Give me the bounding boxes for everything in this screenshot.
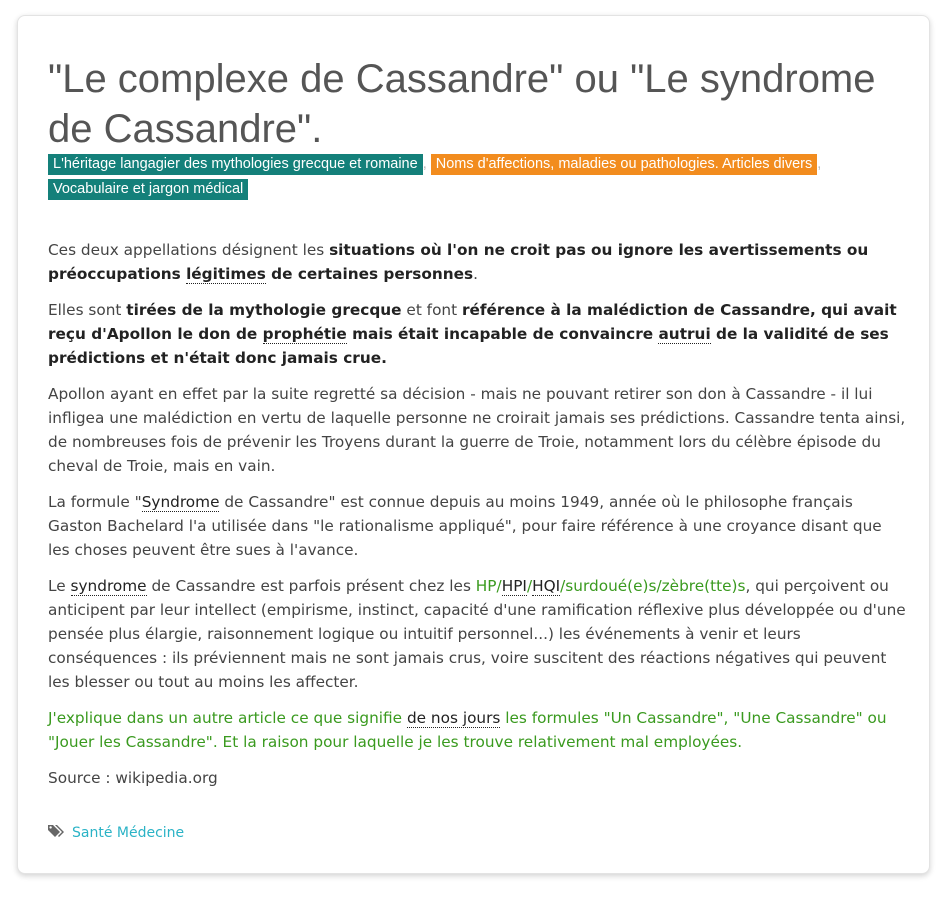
glossary-link-hpi[interactable]: HPI bbox=[501, 577, 527, 595]
paragraph-4: La formule "Syndrome de Cassandre" est connue depuis au moins 1949, année où le philosophe français Gaston Bachelard l'a utilisée dans "le rationalisme appliqué", pour faire référence à une croyance disant que les choses peuvent être sues à l'avance. bbox=[48, 493, 882, 559]
tag-affections[interactable]: Noms d'affections, maladies ou pathologies. Articles divers bbox=[431, 154, 817, 175]
tag-separator: , bbox=[817, 156, 822, 172]
glossary-link-syndrome[interactable]: Syndrome bbox=[141, 493, 220, 511]
glossary-link-legitimes[interactable]: légitimes bbox=[186, 265, 266, 283]
paragraph-3: Apollon ayant en effet par la suite regretté sa décision - mais ne pouvant retirer son don à Cassandre - il lui infligea une malédiction en vertu de laquelle personne ne croirait jamais ses prédictions. Cassandre tenta ainsi, de nombreuses fois de prévenir les Troyens durant la guerre de Troie, notamment lors du célèbre épisode du cheval de Troie, mais en vain. bbox=[48, 385, 906, 475]
post-footer bbox=[48, 824, 184, 842]
paragraph-5: Le syndrome de Cassandre est parfois présent chez les HP/HPI/HQI/surdoué(e)s/zèbre(tte)s, qui perçoivent ou anticipent par leur intellect (empirisme, instinct, capacité d'une ramification réflexive plus développée ou d'une pensée plus élargie, raisonnement logique ou intuitif personnel...) les événements à venir et leurs conséquences : ils préviennent mais ne sont jamais crus, voire suscitent des réactions négatives qui peuvent les blesser ou tout au moins les affecter. bbox=[48, 577, 906, 691]
category-link-sante-medecine[interactable]: Santé Médecine bbox=[72, 825, 185, 841]
article-body bbox=[48, 238, 906, 802]
glossary-link-hqi[interactable]: HQI bbox=[532, 577, 561, 595]
article-card bbox=[17, 15, 930, 874]
page-title: "Le complexe de Cassandre" ou "Le syndrome de Cassandre". bbox=[48, 57, 876, 151]
source-line: Source : wikipedia.org bbox=[48, 769, 218, 787]
tag-list bbox=[48, 152, 908, 202]
tag-vocabulaire[interactable]: Vocabulaire et jargon médical bbox=[48, 179, 248, 200]
paragraph-1: Ces deux appellations désignent les situations où l'on ne croit pas ou ignore les avertissements ou préoccupations légitimes de certaines personnes. bbox=[48, 241, 869, 283]
glossary-link-prophetie[interactable]: prophétie bbox=[262, 325, 347, 343]
tag-separator: , bbox=[422, 156, 427, 172]
paragraph-6: J'explique dans un autre article ce que signifie de nos jours les formules "Un Cassandre", "Une Cassandre" ou "Jouer les Cassandre". Et la raison pour laquelle je les trouve relativement mal employées. bbox=[48, 709, 887, 751]
glossary-link-autrui[interactable]: autrui bbox=[658, 325, 711, 343]
paragraph-2: Elles sont tirées de la mythologie grecque et font référence à la malédiction de Cassandre, qui avait reçu d'Apollon le don de prophétie mais était incapable de convaincre autrui de la validité de ses prédictions et n'était donc jamais crue. bbox=[48, 301, 897, 367]
tags-icon bbox=[48, 824, 64, 842]
tag-mythologies[interactable]: L'héritage langagier des mythologies grecque et romaine bbox=[48, 154, 423, 175]
glossary-link-de-nos-jours[interactable]: de nos jours bbox=[406, 709, 501, 727]
glossary-link-syndrome-2[interactable]: syndrome bbox=[70, 577, 147, 595]
